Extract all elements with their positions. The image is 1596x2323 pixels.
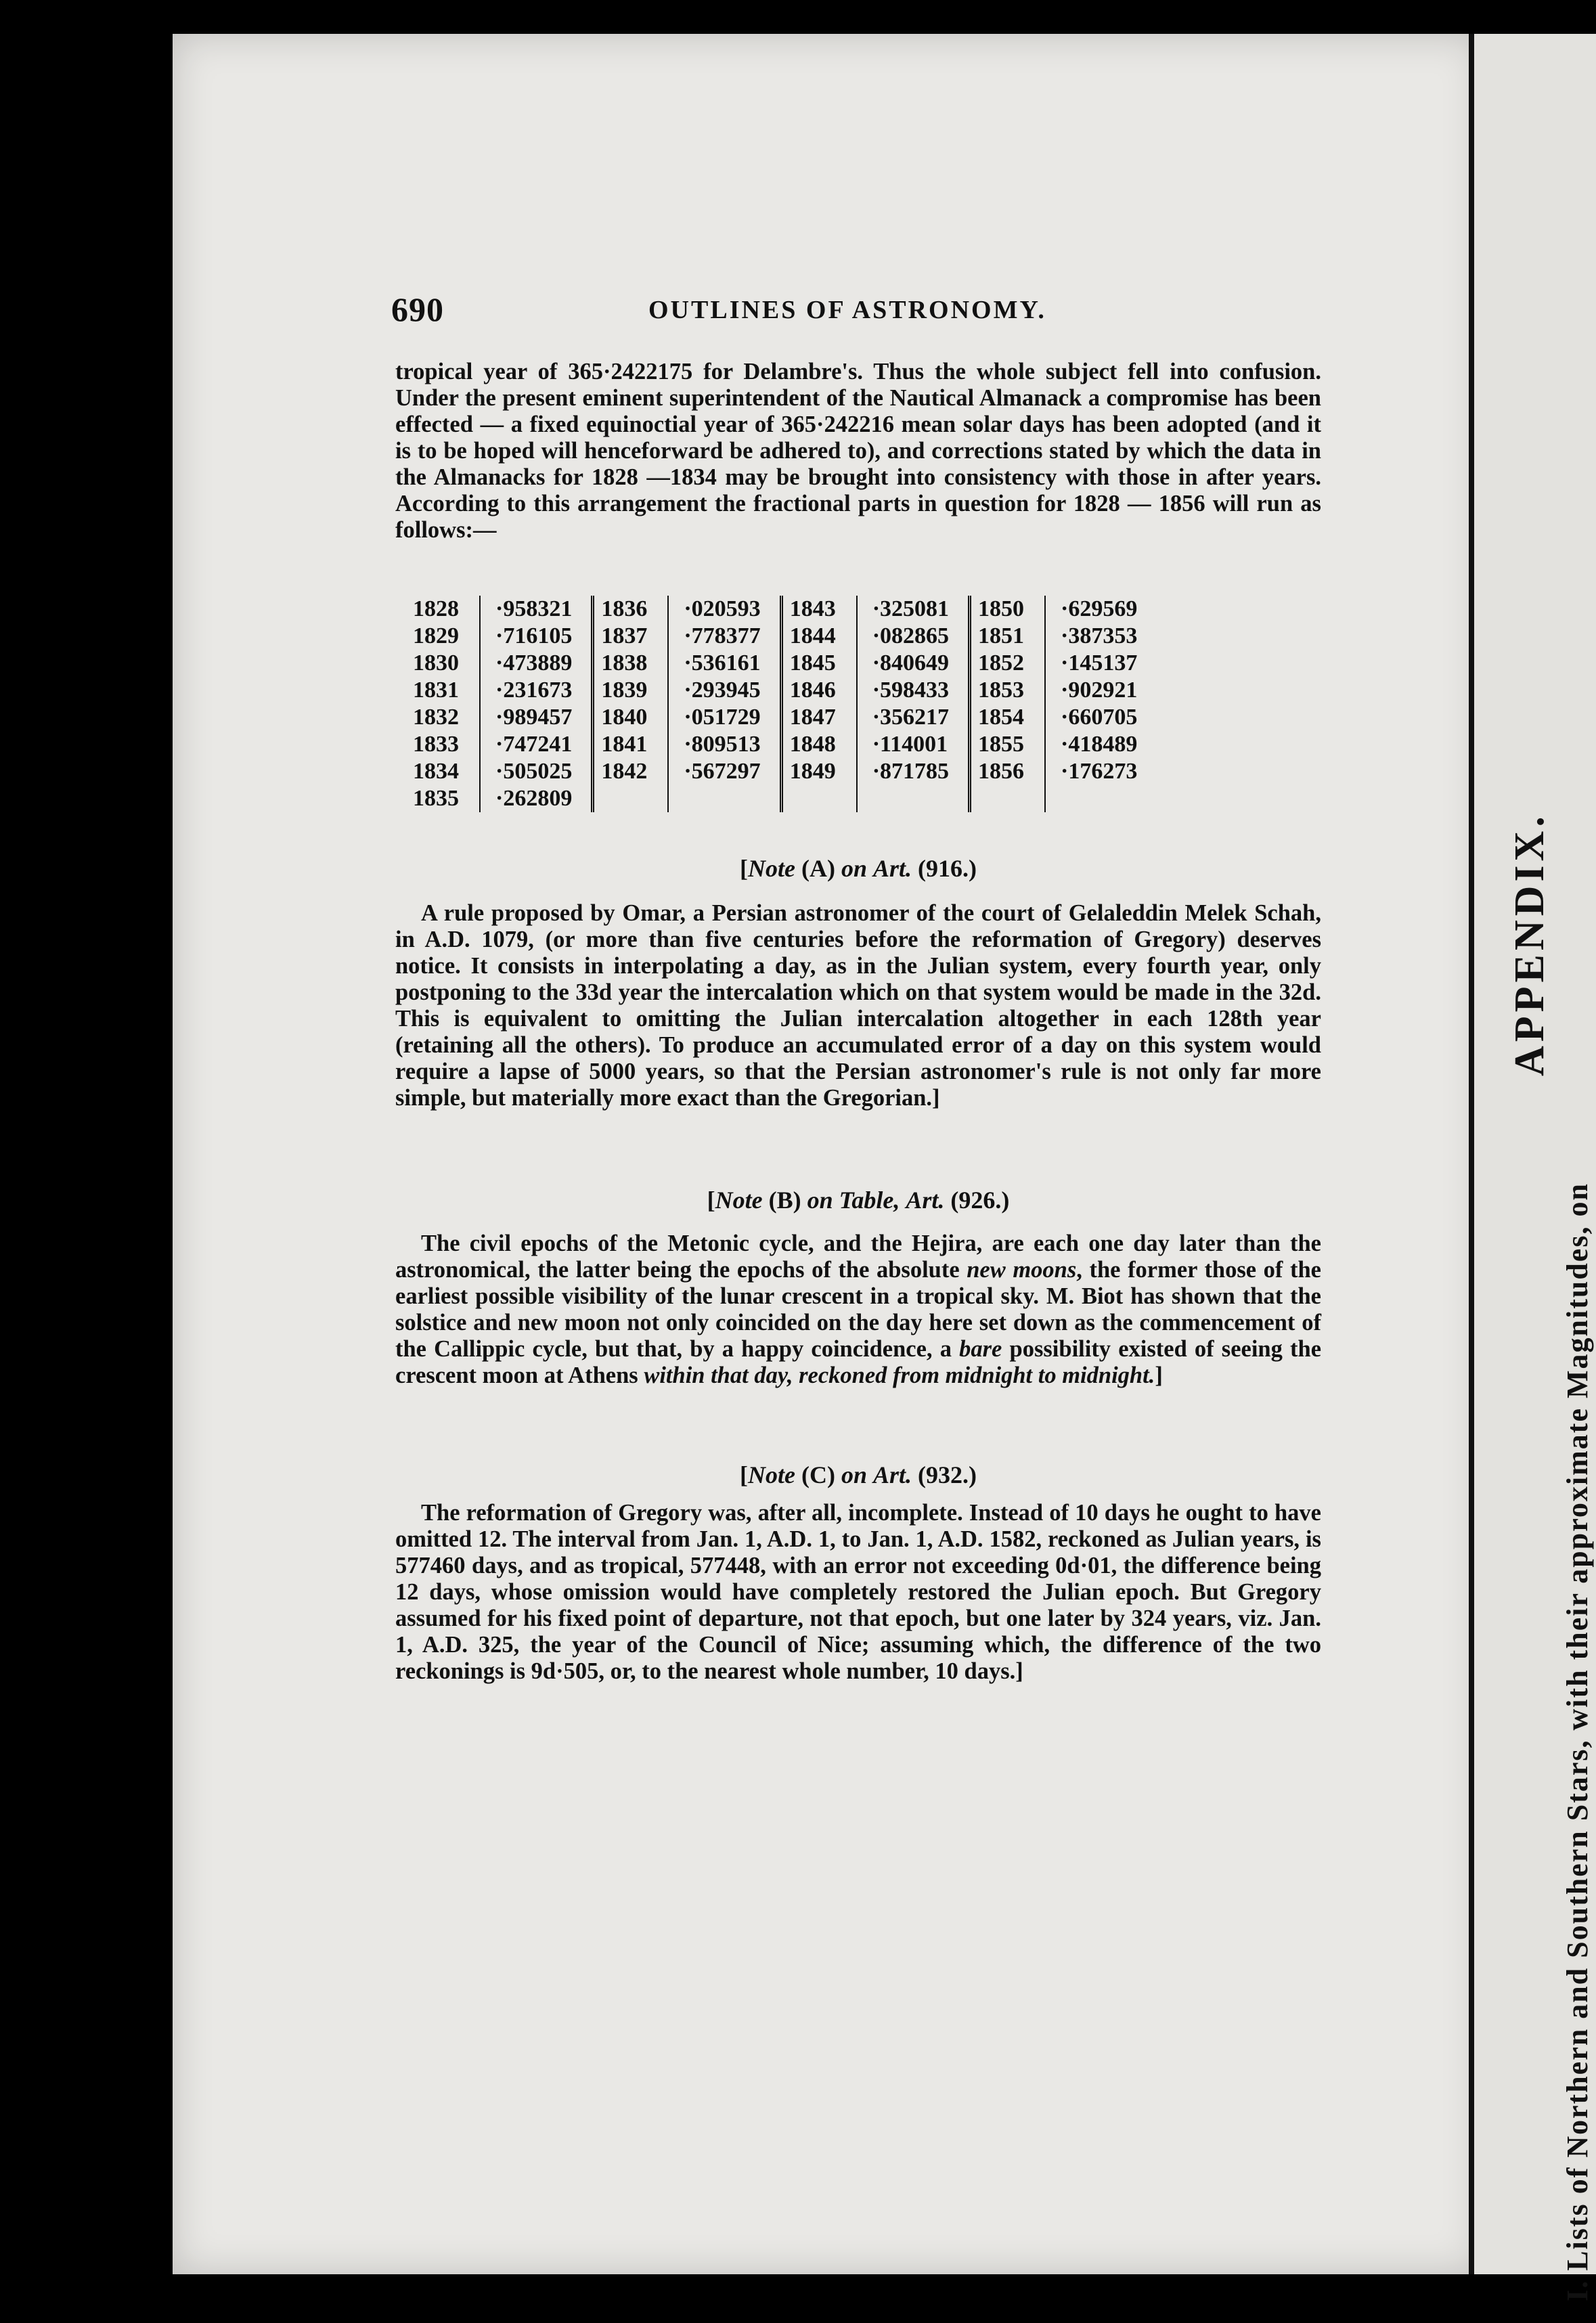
table-fraction-cell: ·871785 <box>857 758 970 785</box>
table-row <box>406 623 1156 650</box>
table-fraction-cell: ·082865 <box>857 623 970 650</box>
table-year-cell: 1828 <box>406 596 480 623</box>
table-fraction-cell: ·505025 <box>480 758 593 785</box>
running-head: OUTLINES OF ASTRONOMY. <box>648 296 1046 324</box>
table-year-cell: 1829 <box>406 623 480 650</box>
table-fraction-cell: ·231673 <box>480 677 593 704</box>
table-fraction-cell: ·387353 <box>1061 623 1138 648</box>
table-year-cell: 1837 <box>593 623 669 650</box>
table-year-cell <box>970 785 1046 812</box>
note-b-text: The civil epochs of the Metonic cycle, and the Hejira, are each one day later than the astronomical, the latter being the epochs of the absolute new moons, the former those of the earliest possible visibility of the lunar crescent in a tropical sky. M. Biot has shown that the solstice and new moon not only coincided on the day here set down as the commencement of the Callippic cycle, but that, by a happy coincidence, a bare possibility existed of seeing the crescent moon at Athens within that day, reckoned from midnight to midnight.] <box>395 1231 1322 1388</box>
table-fraction-cell: ·629569 <box>1061 596 1138 621</box>
table-row <box>406 677 1156 704</box>
table-fraction-cell: ·262809 <box>480 785 593 812</box>
table-year-cell: 1853 <box>970 677 1046 704</box>
table-fraction-cell: ·325081 <box>857 596 970 623</box>
table-fraction-cell: ·778377 <box>668 623 781 650</box>
table-year-cell: 1833 <box>406 731 480 758</box>
table-fraction-cell: ·840649 <box>857 650 970 677</box>
table-row <box>406 731 1156 758</box>
table-fraction-cell: ·902921 <box>1061 678 1138 703</box>
appendix-subtitle: I. Lists of Northern and Southern Stars, with their approximate Magnitudes, on <box>1561 1182 1594 2301</box>
table-row <box>406 596 1156 623</box>
table-fraction-cell: ·114001 <box>857 731 970 758</box>
page-number: 690 <box>391 290 444 328</box>
fraction-table <box>406 596 1156 812</box>
table-fraction-cell <box>857 785 970 812</box>
table-year-cell: 1855 <box>970 731 1046 758</box>
note-c-body <box>395 1500 1321 1685</box>
note-a-heading: [Note (A) on Art. (916.) <box>739 855 977 882</box>
table-fraction-cell: ·809513 <box>668 731 781 758</box>
note-b-heading: [Note (B) on Table, Art. (926.) <box>707 1187 1010 1214</box>
table-year-cell: 1850 <box>970 596 1046 623</box>
table-fraction-cell: ·747241 <box>480 731 593 758</box>
table-row <box>406 785 1156 812</box>
table-year-cell: 1834 <box>406 758 480 785</box>
table-year-cell: 1856 <box>970 758 1046 785</box>
table-fraction-cell: ·716105 <box>480 623 593 650</box>
table-fraction-cell: ·660705 <box>1061 705 1138 730</box>
table-fraction-cell: ·418489 <box>1061 732 1138 757</box>
table-fraction-cell: ·598433 <box>857 677 970 704</box>
table-year-cell: 1846 <box>781 677 857 704</box>
table-fraction-cell: ·145137 <box>1061 650 1138 676</box>
note-b-body <box>395 1231 1321 1389</box>
table-fraction-cell: ·356217 <box>857 704 970 731</box>
table-year-cell: 1832 <box>406 704 480 731</box>
page-header <box>391 290 1305 330</box>
table-row <box>406 704 1156 731</box>
table-fraction-cell: ·536161 <box>668 650 781 677</box>
intro-paragraph <box>395 359 1321 544</box>
note-a-text: A rule proposed by Omar, a Persian astronomer of the court of Gelaleddin Melek Schah, in A.D. 1079, (or more than five centuries before the reformation of Gregory) deserves notice. It consists in interpolating a day, as in the Julian system, every fourth year, only postponing to the 33d year the intercalation which on that system would be made in the 32d. This is equivalent to omitting the Julian intercalation altogether in each 128th year (retaining all the others). To produce an accumulated error of a day on this system would require a lapse of 5000 years, so that the Persian astronomer's rule is not only far more simple, but materially more exact than the Gregorian.] <box>395 900 1321 1111</box>
table-year-cell: 1831 <box>406 677 480 704</box>
intro-text: tropical year of 365·2422175 for Delambre's. Thus the whole subject fell into confusion. Under the present eminent superintendent of the Nautical Almanack a compromise has been effected — a fixed equinoctial year of 365·242216 mean solar days has been adopted (and it is to be hoped will henceforward be adhered to), and corrections stated by which the data in the Almanacks for 1828 —1834 may be brought into consistency with those in after years. According to this arrangement the fractional parts in question for 1828 — 1856 will run as follows:— <box>395 359 1321 543</box>
table-year-cell: 1852 <box>970 650 1046 677</box>
appendix-title: APPENDIX. <box>1507 812 1553 1076</box>
table-year-cell: 1845 <box>781 650 857 677</box>
table-fraction-cell: ·567297 <box>668 758 781 785</box>
table-year-cell: 1840 <box>593 704 669 731</box>
table-fraction-cell: ·293945 <box>668 677 781 704</box>
table-year-cell: 1838 <box>593 650 669 677</box>
table-year-cell: 1839 <box>593 677 669 704</box>
table-year-cell: 1851 <box>970 623 1046 650</box>
table-fraction-cell: ·989457 <box>480 704 593 731</box>
table-year-cell: 1849 <box>781 758 857 785</box>
table-fraction-cell: ·176273 <box>1061 759 1138 784</box>
note-c-heading: [Note (C) on Art. (932.) <box>739 1461 977 1488</box>
table-fraction-cell: ·958321 <box>480 596 593 623</box>
table-year-cell: 1842 <box>593 758 669 785</box>
table-year-cell: 1841 <box>593 731 669 758</box>
table-year-cell: 1830 <box>406 650 480 677</box>
table-year-cell: 1844 <box>781 623 857 650</box>
table-year-cell <box>593 785 669 812</box>
table-year-cell: 1848 <box>781 731 857 758</box>
table-year-cell: 1836 <box>593 596 669 623</box>
table-fraction-cell <box>1045 785 1156 812</box>
note-c-text: The reformation of Gregory was, after all, incomplete. Instead of 10 days he ought to have omitted 12. The interval from Jan. 1, A.D. 1, to Jan. 1, A.D. 1582, reckoned as Julian years, is 577460 days, and as tropical, 577448, with an error not exceeding 0d·01, the difference being 12 days, whose omission would have completely restored the Julian epoch. But Gregory assumed for his fixed point of departure, not that epoch, but one later by 324 years, viz. Jan. 1, A.D. 325, the year of the Council of Nice; assuming which, the difference of the two reckonings is 9d·505, or, to the nearest whole number, 10 days.] <box>395 1500 1321 1684</box>
table-year-cell: 1854 <box>970 704 1046 731</box>
table-year-cell <box>781 785 857 812</box>
table-row <box>406 758 1156 785</box>
table-fraction-cell: ·020593 <box>668 596 781 623</box>
table-year-cell: 1835 <box>406 785 480 812</box>
table-row <box>406 650 1156 677</box>
table-year-cell: 1843 <box>781 596 857 623</box>
table-fraction-cell: ·051729 <box>668 704 781 731</box>
table-fraction-cell <box>668 785 781 812</box>
table-fraction-cell: ·473889 <box>480 650 593 677</box>
table-year-cell: 1847 <box>781 704 857 731</box>
note-a-body <box>395 900 1321 1111</box>
